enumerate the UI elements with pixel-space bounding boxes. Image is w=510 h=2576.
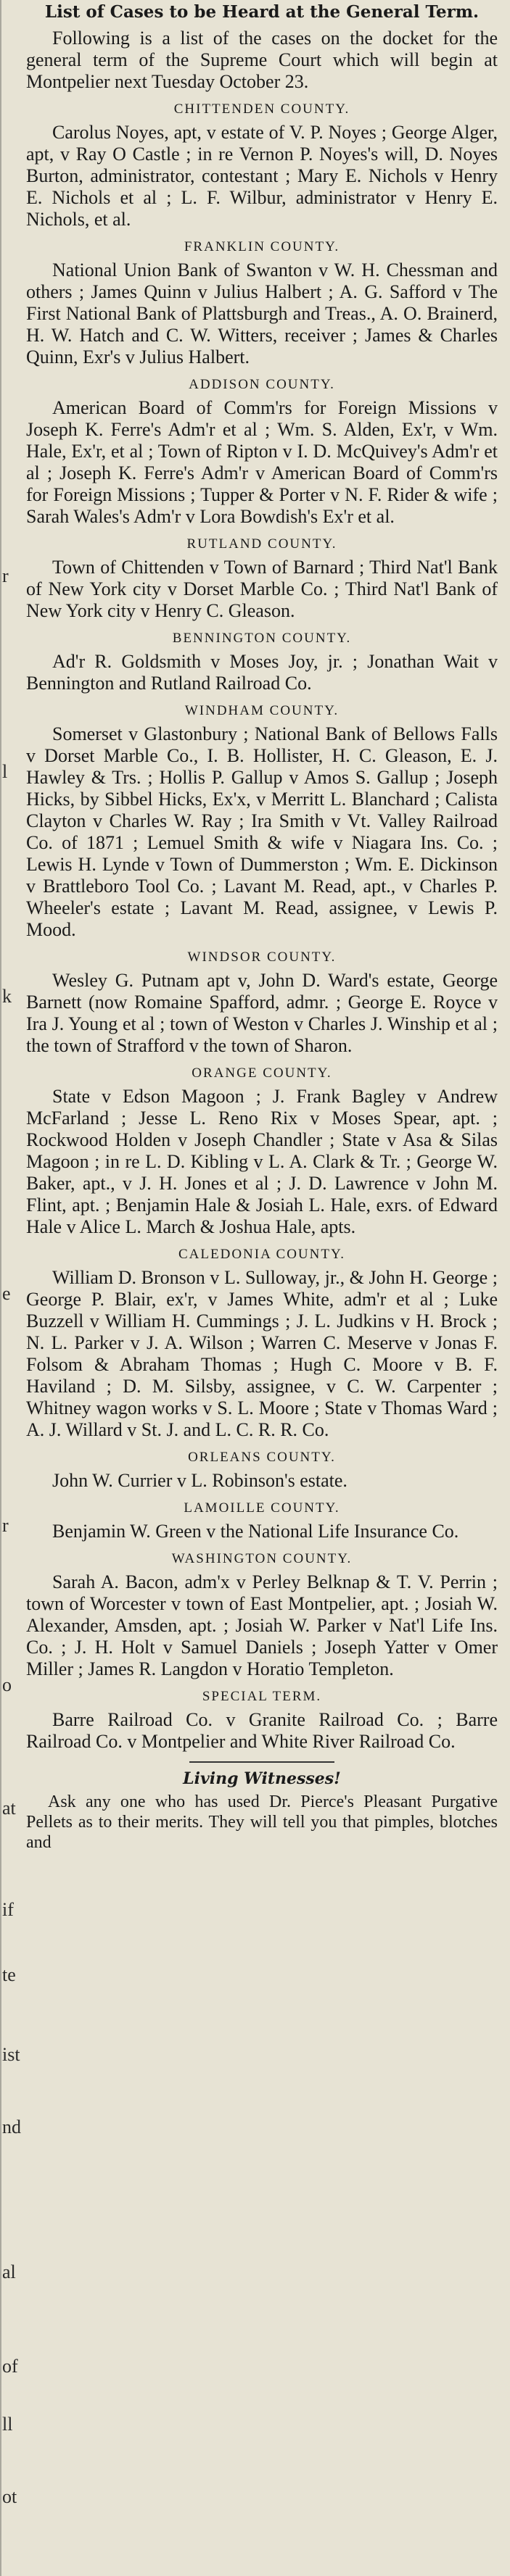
county-section-lamoille: [26, 1499, 498, 1542]
margin-fragment: ll: [2, 2414, 13, 2435]
county-section-orange: [26, 1064, 498, 1238]
county-heading: LAMOILLE COUNTY.: [184, 1500, 340, 1516]
county-section-addison: [26, 375, 498, 528]
county-cases: Carolus Noyes, apt, v estate of V. P. Noyes ; George Alger, apt, v Ray O Castle ; in re Vernon P. Noyes's will, D. Noyes Burton, administrator, contestant ; Mary E. Nichols v Henry E. Nichols et al ; L. F. Wilbur, administrator v Henry E. Nichols, et al.: [26, 122, 498, 230]
section-divider: [189, 1761, 334, 1763]
margin-fragment: te: [2, 1964, 16, 1985]
margin-fragment: of: [2, 2356, 18, 2377]
county-section-chittenden: [26, 100, 498, 230]
margin-fragment: if: [2, 1899, 14, 1920]
margin-fragment: l: [2, 761, 8, 782]
county-cases: Somerset v Glastonbury ; National Bank of Bellows Falls v Dorset Marble Co., I. B. Hollister, H. C. Gleason, E. J. Hawley & Trs. ; Hollis P. Gallup v Amos S. Gallup ; Joseph Hicks, by Sibbel Hicks, Ex'x, v Merritt L. Blanchard ; Calista Clayton v Charles W. Ray ; Ira Smith v Vt. Valley Railroad Co. of 1871 ; Lemuel Smith & wife v Niagara Ins. Co. ; Lewis H. Lynde v Town of Dummerston ; Wm. E. Dickinson v Brattleboro Tool Co. ; Lavant M. Read, apt., v Charles P. Wheeler's estate ; Lavant M. Read, assignee, v Lewis P. Mood.: [26, 723, 498, 940]
county-section-washington: [26, 1550, 498, 1680]
column-rule: [0, 0, 1, 2576]
advert-headline: Living Witnesses!: [183, 1769, 341, 1788]
margin-fragment: at: [2, 1798, 16, 1819]
county-section-franklin: [26, 238, 498, 368]
article-column: [26, 0, 498, 1853]
county-heading: ORANGE COUNTY.: [192, 1065, 332, 1081]
county-cases: William D. Bronson v L. Sulloway, jr., & John H. George ; George P. Blair, ex'r, v James White, adm'r et al ; Luke Buzzell v William H. Cummings ; J. L. Judkins v H. Brock ; N. L. Parker v J. A. Wilson ; Warren C. Meserve v Jonas F. Folsom & Abraham Thomas ; Hugh C. Moore v B. F. Haviland ; D. M. Silsby, assignee, v C. W. Carpenter ; Whitney wagon works v S. L. Moore ; State v Thomas Ward ; A. J. Willard v St. J. and L. C. R. R. Co.: [26, 1267, 498, 1440]
county-heading: BENNINGTON COUNTY.: [172, 631, 352, 646]
county-section-bennington: [26, 629, 498, 694]
county-heading: WASHINGTON COUNTY.: [171, 1551, 353, 1566]
county-cases: Town of Chittenden v Town of Barnard ; Third Nat'l Bank of New York city v Dorset Marble Co. ; Third Nat'l Bank of New York city v Henry C. Gleason.: [26, 557, 498, 621]
margin-fragment: r: [2, 565, 9, 586]
margin-fragment: e: [2, 1283, 11, 1304]
county-cases: American Board of Comm'rs for Foreign Missions v Joseph K. Ferre's Adm'r et al ; Wm. S. Alden, Ex'r, v Wm. Hale, Ex'r, et al ; Town of Ripton v I. D. McQuivey's Adm'r et al ; Joseph K. Ferre's Adm'r v American Board of Comm'rs for Foreign Missions ; Tupper & Porter v N. F. Rider & wife ; Sarah Wales's Adm'r v Lora Bowdish's Ex'r et al.: [26, 397, 498, 527]
advertisement: [26, 1769, 498, 1853]
margin-fragment: ot: [2, 2486, 17, 2507]
margin-fragment: o: [2, 1674, 12, 1695]
section-special-term: [26, 1687, 498, 1753]
margin-fragment: r: [2, 1515, 9, 1536]
margin-fragment: ist: [2, 2044, 20, 2065]
article-headline: List of Cases to be Heard at the General Term.: [44, 2, 480, 22]
county-section-orleans: [26, 1448, 498, 1492]
county-heading: CALEDONIA COUNTY.: [178, 1247, 345, 1262]
county-heading: ORLEANS COUNTY.: [188, 1450, 336, 1465]
county-heading: RUTLAND COUNTY.: [186, 536, 337, 552]
county-heading: ADDISON COUNTY.: [189, 377, 335, 392]
margin-fragment: nd: [2, 2116, 21, 2137]
county-cases: Benjamin W. Green v the National Life Insurance Co.: [52, 1521, 459, 1542]
county-cases: National Union Bank of Swanton v W. H. Chessman and others ; James Quinn v Julius Halbert ; A. G. Safford v The First National Bank of Plattsburgh and Treas., A. O. Brainerd, H. W. Hatch and C. W. Witters, receiver ; James & Charles Quinn, Exr's v Julius Halbert.: [26, 259, 498, 367]
county-cases: Wesley G. Putnam apt v, John D. Ward's estate, George Barnett (now Romaine Spafford, admr. ; George E. Royce v Ira J. Young et al ; town of Weston v Charles J. Winship et al ; the town of Strafford v the town of Sharon.: [26, 970, 498, 1056]
county-cases: Ad'r R. Goldsmith v Moses Joy, jr. ; Jonathan Wait v Bennington and Rutland Railroad Co.: [26, 651, 498, 694]
county-cases: Sarah A. Bacon, adm'x v Perley Belknap & T. V. Perrin ; town of Worcester v town of East Montpelier, apt. ; Josiah W. Alexander, Amsden, apt. ; Josiah W. Parker v Nat'l Life Ins. Co. ; J. H. Holt v Samuel Daniels ; Joseph Yatter v Omer Miller ; James R. Langdon v Horatio Templeton.: [26, 1571, 498, 1679]
county-heading: SPECIAL TERM.: [202, 1689, 322, 1704]
article-intro: Following is a list of the cases on the docket for the general term of the Supreme Court which will begin at Montpelier next Tuesday October 23.: [26, 28, 498, 92]
county-heading: WINDSOR COUNTY.: [187, 950, 337, 965]
advert-body: Ask any one who has used Dr. Pierce's Pleasant Purgative Pellets as to their merits. They will tell you that pimples, blotches and: [26, 1792, 498, 1852]
county-section-rutland: [26, 535, 498, 622]
county-section-windsor: [26, 948, 498, 1057]
margin-fragment: k: [2, 986, 12, 1007]
county-section-windham: [26, 702, 498, 941]
county-section-caledonia: [26, 1245, 498, 1441]
margin-fragment: al: [2, 2261, 16, 2282]
county-cases: Barre Railroad Co. v Granite Railroad Co. ; Barre Railroad Co. v Montpelier and White River Railroad Co.: [26, 1709, 498, 1752]
county-heading: CHITTENDEN COUNTY.: [173, 101, 350, 117]
county-heading: FRANKLIN COUNTY.: [184, 239, 340, 254]
county-cases: State v Edson Magoon ; J. Frank Bagley v Andrew McFarland ; Jesse L. Reno Rix v Moses Spear, apt. ; Rockwood Holden v Joseph Chandler ; State v Asa & Silas Magoon ; in re L. D. Kibling v L. A. Clark & Tr. ; George W. Baker, apt., v J. H. Jones et al ; J. D. Lawrence v John M. Flint, apt. ; Benjamin Hale & Josiah L. Hale, exrs. of Edward Hale v Alice L. March & Joshua Hale, apts.: [26, 1086, 498, 1237]
county-cases: John W. Currier v L. Robinson's estate.: [52, 1470, 347, 1491]
county-heading: WINDHAM COUNTY.: [184, 703, 340, 718]
